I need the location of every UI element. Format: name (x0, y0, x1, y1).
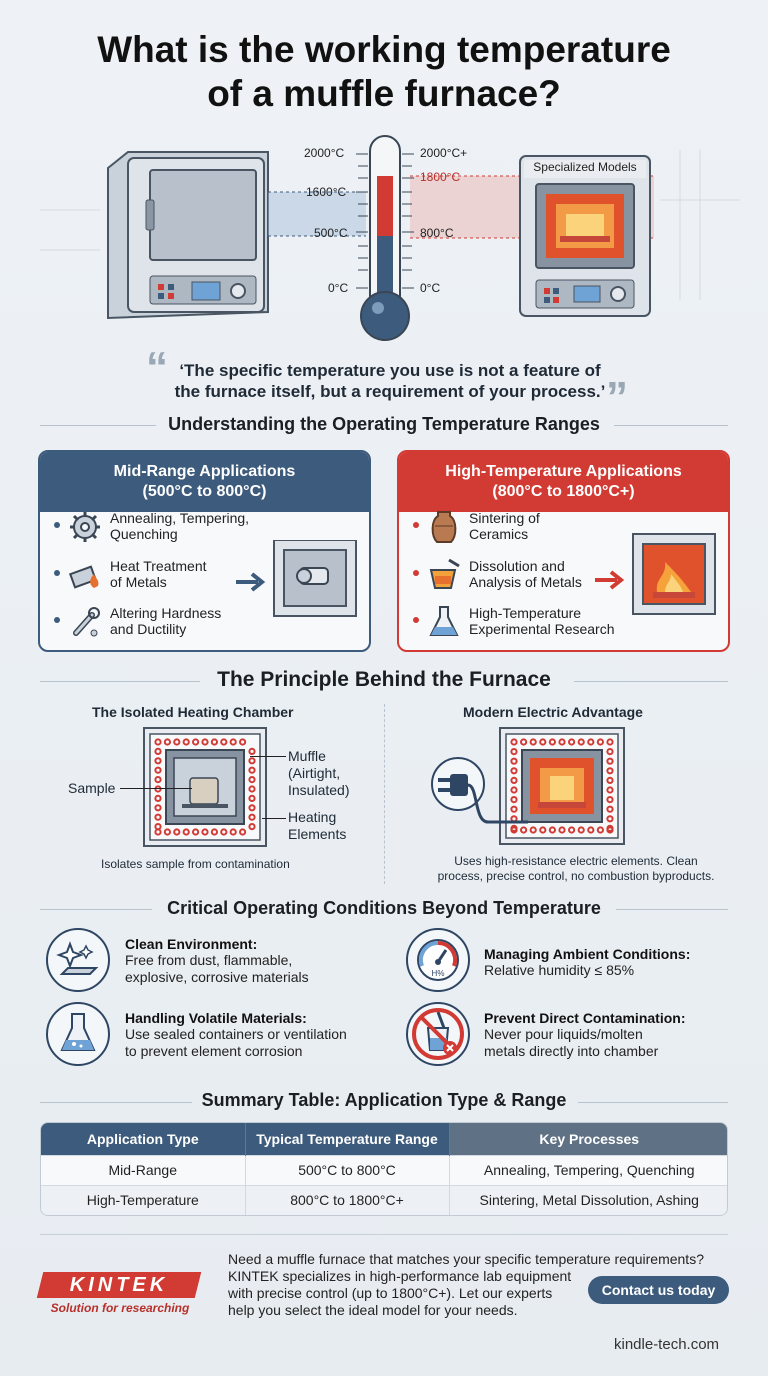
hero-illustration (0, 128, 768, 348)
conditions-heading: Critical Operating Conditions Beyond Temperature (0, 898, 768, 920)
vase-icon (427, 510, 461, 544)
humidity-gauge-icon (406, 928, 470, 992)
thermo-left-label: 2000°C (304, 146, 345, 160)
condition-clean: Clean Environment: Free from dust, flammable, explosive, corrosive materials (125, 936, 309, 985)
svg-text:H%: H% (431, 969, 445, 978)
cta-text: Need a muffle furnace that matches your specific temperature requirements? KINTEK specializes in high-performance lab equipment with precise control (up to 1800°C+). Let our experts help you select the ideal model for your needs. (228, 1251, 704, 1318)
table-header: Key Processes (449, 1123, 728, 1155)
quote-open-icon: “ (146, 343, 168, 392)
kintek-tagline: Solution for researching (50, 1301, 190, 1315)
high-temp-header: High-Temperature Applications (800°C to 1800°C+) (399, 452, 728, 512)
summary-heading: Summary Table: Application Type & Range (0, 1090, 768, 1114)
specialized-models-label: Specialized Models (533, 160, 637, 174)
metal-flame-icon (68, 558, 102, 592)
thermo-right-label: 2000°C+ (420, 146, 468, 160)
condition-ambient: Managing Ambient Conditions: Relative humidity ≤ 85% (484, 946, 691, 978)
heating-elements-label: Heating Elements (288, 809, 347, 842)
right-furnace-icon (520, 156, 650, 316)
summary-table (40, 1122, 728, 1216)
condition-volatile: Handling Volatile Materials: Use sealed containers or ventilation to prevent element corrosion (125, 1010, 347, 1059)
muffle-label: Muffle (Airtight, Insulated) (288, 748, 350, 798)
gear-icon (68, 510, 102, 544)
table-header: Typical Temperature Range (245, 1123, 449, 1155)
pull-quote: ‘The specific temperature you use is not a feature of the furnace itself, but a requirement of your process.’ (174, 361, 606, 401)
high-temp-panel: High-Temperature Applications (800°C to 1800°C+) Sintering of Ceramics Dissolution and Analysis of Metals High-Temperature Experimental Research (397, 450, 730, 652)
thermo-right-label: 1800°C (420, 170, 461, 184)
left-furnace-icon (108, 152, 268, 318)
heating-pointer (262, 818, 286, 819)
table-cell: High-Temperature (41, 1185, 245, 1215)
mid-chamber-icon (236, 540, 360, 620)
table-cell: 800°C to 1800°C+ (245, 1185, 449, 1215)
thermo-right-label: 0°C (420, 281, 441, 295)
condition-contamination: Prevent Direct Contamination: Never pour liquids/molten metals directly into chamber (484, 1010, 686, 1059)
thermo-left-label: 500°C (314, 226, 348, 240)
wrench-icon (68, 605, 102, 639)
isolated-chamber-diagram (142, 726, 268, 848)
isolated-chamber-title: The Isolated Heating Chamber (92, 704, 294, 720)
table-cell: 500°C to 800°C (245, 1155, 449, 1185)
table-cell: Mid-Range (41, 1155, 245, 1185)
table-cell: Sintering, Metal Dissolution, Ashing (449, 1185, 728, 1215)
table-row (41, 1185, 728, 1215)
muffle-pointer (250, 756, 286, 757)
mid-range-panel: Mid-Range Applications (500°C to 800°C) Annealing, Tempering, Quenching Heat Treatment of Metals Altering Hardness and Ductility (38, 450, 371, 652)
principle-heading: The Principle Behind the Furnace (0, 668, 768, 694)
no-pour-icon (406, 1002, 470, 1066)
quote-close-icon: ” (606, 373, 628, 422)
thermometer-icon (356, 136, 414, 340)
high-chamber-icon (595, 532, 719, 616)
website-link[interactable]: kindle-tech.com (614, 1336, 720, 1353)
clean-environment-icon (46, 928, 110, 992)
thermo-left-label: 0°C (328, 281, 349, 295)
thermo-left-label: 1600°C (306, 185, 347, 199)
isolated-caption: Isolates sample from contamination (101, 857, 290, 871)
table-cell: Annealing, Tempering, Quenching (449, 1155, 728, 1185)
crucible-icon (427, 558, 461, 592)
title-line-2: of a muffle furnace? (207, 73, 561, 114)
table-header: Application Type (41, 1123, 245, 1155)
electric-caption: Uses high-resistance electric elements. Clean process, precise control, no combustion byproducts. (437, 854, 715, 883)
electric-advantage-title: Modern Electric Advantage (463, 704, 643, 720)
volatile-materials-icon (46, 1002, 110, 1066)
sample-label: Sample (68, 780, 116, 796)
electric-furnace-diagram (428, 726, 628, 848)
mid-range-header: Mid-Range Applications (500°C to 800°C) (40, 452, 369, 512)
table-row (41, 1155, 728, 1185)
page-title (0, 28, 768, 116)
title-line-1: What is the working temperature (97, 29, 671, 70)
ranges-heading: Understanding the Operating Temperature Ranges (0, 414, 768, 436)
kintek-logo-text: KINTEK (69, 1274, 169, 1296)
flask-icon (427, 605, 461, 639)
thermo-right-label: 800°C (420, 226, 454, 240)
footer-divider (40, 1234, 728, 1235)
contact-us-button[interactable]: Contact us today (588, 1276, 729, 1304)
table-header-row (41, 1123, 728, 1155)
sample-pointer (120, 788, 192, 789)
